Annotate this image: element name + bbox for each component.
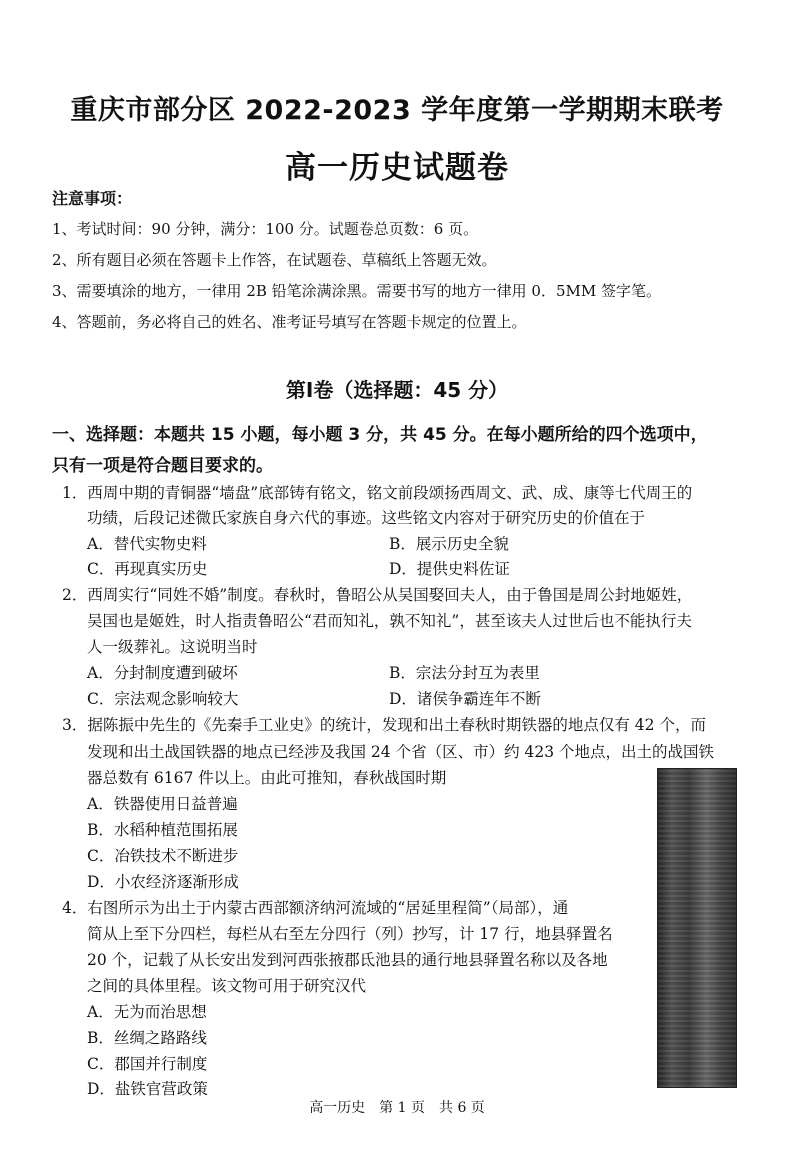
question-1-text: 功绩，后段记述微氏家族自身六代的事迹。这些铭文内容对于研究历史的价值在于 — [87, 509, 646, 527]
notice-item: 3、需要填涂的地方，一律用 2B 铅笔涂满涂黑。需要书写的地方一律用 0．5MM 签字笔。 — [52, 282, 661, 300]
question-1-option-b[interactable]: B．展示历史全貌 — [389, 535, 509, 553]
notice-item: 1、考试时间：90 分钟，满分：100 分。试题卷总页数：6 页。 — [52, 220, 479, 238]
question-1-option-c[interactable]: C．再现真实历史 — [87, 560, 208, 578]
question-3-text: 发现和出土战国铁器的地点已经涉及我国 24 个省（区、市）约 423 个地点，出土的战国铁 — [87, 743, 715, 761]
question-3-option-d[interactable]: D．小农经济逐渐形成 — [87, 873, 239, 891]
question-2-text: 吴国也是姬姓，时人指责鲁昭公“君而知礼，孰不知礼”，甚至该夫人过世后也不能执行夫 — [87, 612, 692, 630]
question-1-option-a[interactable]: A．替代实物史料 — [87, 535, 207, 553]
notice-item: 4、答题前，务必将自己的姓名、准考证号填写在答题卡规定的位置上。 — [52, 313, 527, 331]
question-4-option-b[interactable]: B．丝绸之路路线 — [87, 1029, 207, 1047]
question-4-text: 简从上至下分四栏，每栏从右至左分四行（列）抄写，计 17 行，地县驿置名 — [87, 925, 613, 943]
notice-item: 2、所有题目必须在答题卡上作答，在试题卷、草稿纸上答题无效。 — [52, 251, 497, 269]
section-instruction: 只有一项是符合题目要求的。 — [52, 456, 273, 476]
question-4-text: 之间的具体里程。该文物可用于研究汉代 — [87, 977, 367, 995]
question-2-option-d[interactable]: D．诸侯争霸连年不断 — [389, 690, 541, 708]
question-4-option-a[interactable]: A．无为而治思想 — [87, 1003, 207, 1021]
question-1-text: 1．西周中期的青铜器“墙盘”底部铸有铭文，铭文前段颂扬西周文、武、成、康等七代周王的 — [62, 484, 693, 502]
bamboo-slip-image — [657, 768, 737, 1088]
question-2-text: 人一级葬礼。这说明当时 — [87, 638, 258, 656]
question-3-option-c[interactable]: C．冶铁技术不断进步 — [87, 847, 239, 865]
question-4-option-d[interactable]: D．盐铁官营政策 — [87, 1080, 208, 1098]
question-2-option-a[interactable]: A．分封制度遭到破坏 — [87, 664, 238, 682]
question-2-option-c[interactable]: C．宗法观念影响较大 — [87, 690, 239, 708]
question-3-option-b[interactable]: B．水稻种植范围拓展 — [87, 821, 238, 839]
question-2-text: 2．西周实行“同姓不婚”制度。春秋时，鲁昭公从吴国娶回夫人，由于鲁国是周公封地姬姓， — [62, 586, 693, 604]
question-2-option-b[interactable]: B．宗法分封互为表里 — [389, 664, 540, 682]
question-4-option-c[interactable]: C．郡国并行制度 — [87, 1055, 208, 1073]
section-title: 第Ⅰ卷（选择题：45 分） — [285, 378, 509, 402]
page-footer: 高一历史 第 1 页 共 6 页 — [309, 1100, 485, 1116]
question-4-text: 20 个，记载了从长安出发到河西张掖郡氐池县的通行地县驿置名称以及各地 — [87, 951, 608, 969]
question-3-text: 3．据陈振中先生的《先秦手工业史》的统计，发现和出土春秋时期铁器的地点仅有 42 个，而 — [62, 716, 706, 734]
section-instruction: 一、选择题：本题共 15 小题，每小题 3 分，共 45 分。在每小题所给的四个选项中， — [52, 425, 708, 445]
question-3-option-a[interactable]: A．铁器使用日益普遍 — [87, 795, 238, 813]
question-1-option-d[interactable]: D．提供史料佐证 — [389, 560, 510, 578]
question-3-text: 器总数有 6167 件以上。由此可推知，春秋战国时期 — [87, 769, 447, 787]
question-4-text: 4．右图所示为出土于内蒙古西部额济纳河流域的“居延里程简”（局部），通 — [62, 899, 569, 917]
notice-heading: 注意事项： — [52, 189, 133, 208]
exam-title: 重庆市部分区 2022-2023 学年度第一学期期末联考 — [70, 95, 724, 126]
exam-subtitle: 高一历史试题卷 — [285, 150, 509, 186]
